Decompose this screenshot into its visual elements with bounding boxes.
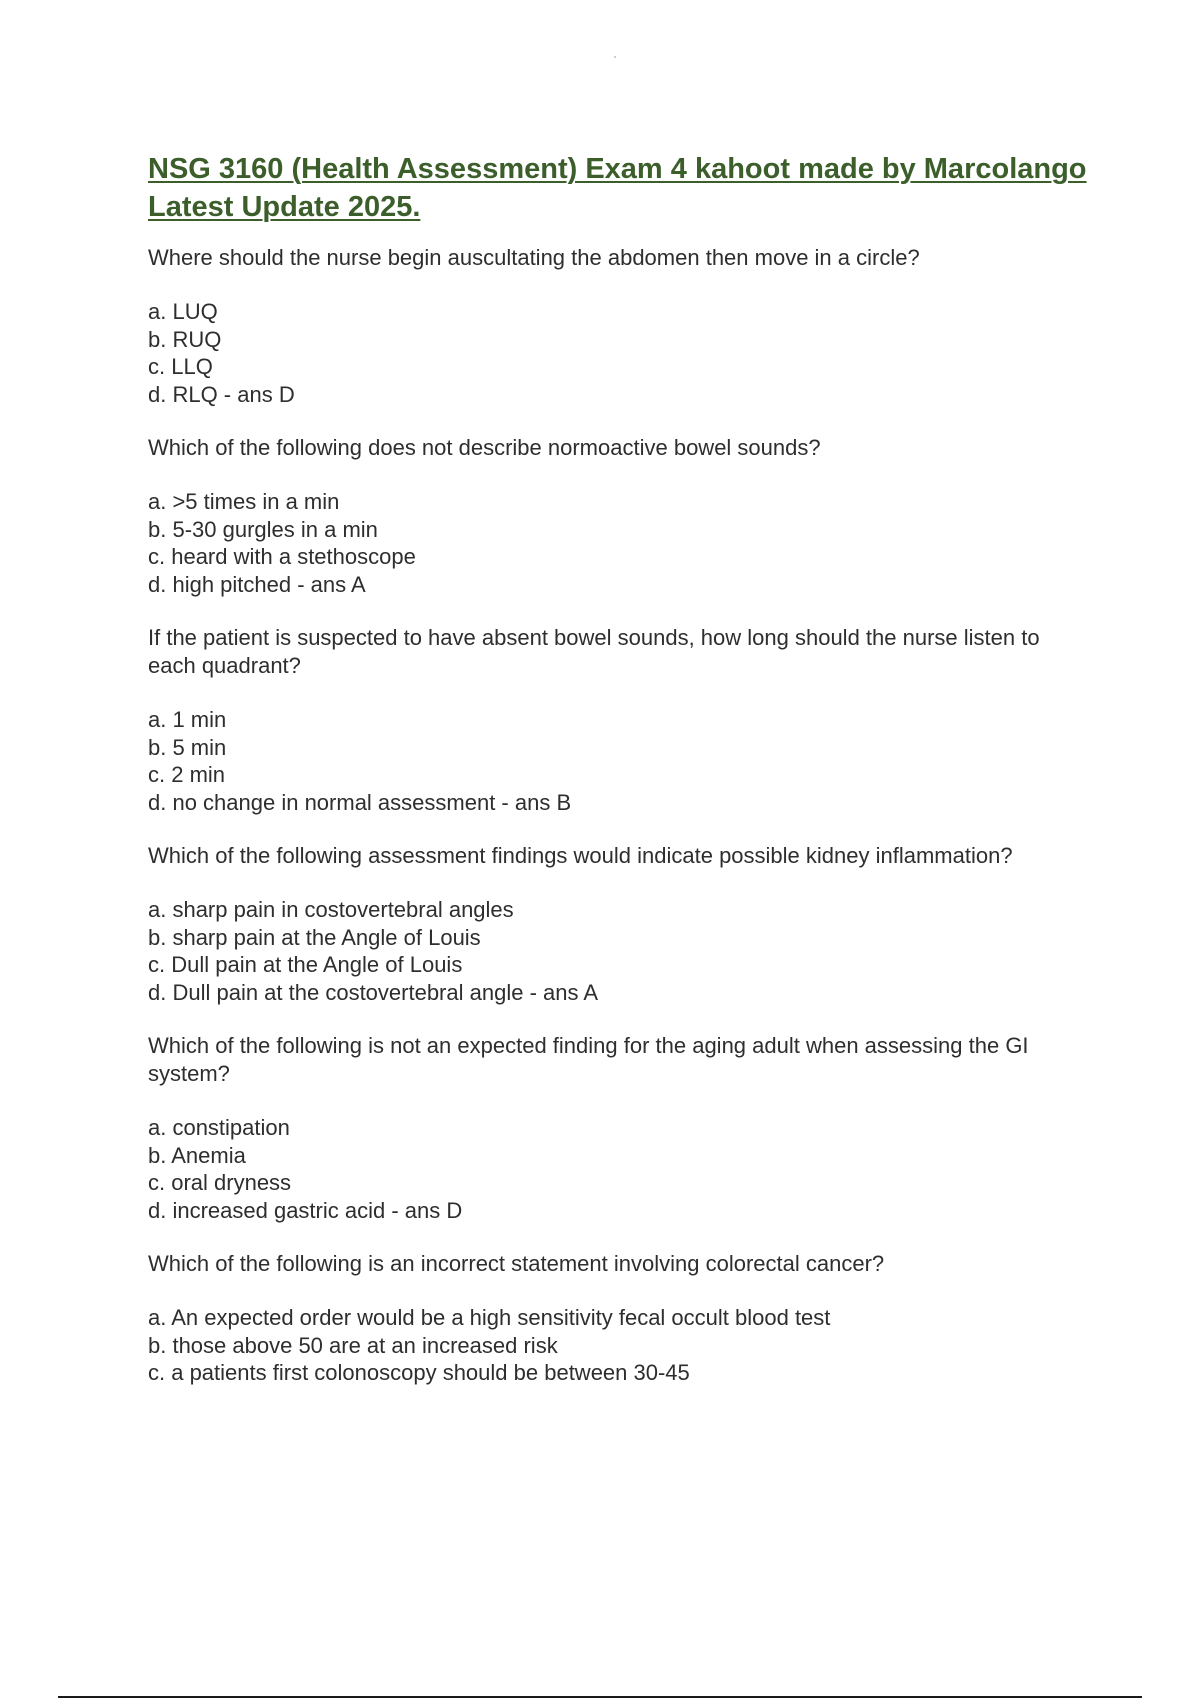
question-block-2: [148, 434, 1088, 598]
option-item: c. 2 min: [148, 762, 226, 787]
option-item: c. heard with a stethoscope: [148, 544, 416, 569]
option-item: a. >5 times in a min: [148, 489, 340, 514]
option-item: a. An expected order would be a high sensitivity fecal occult blood test: [148, 1305, 831, 1330]
option-item: c. Dull pain at the Angle of Louis: [148, 952, 463, 977]
page-mark: [614, 56, 616, 58]
option-item: d. high pitched - ans A: [148, 571, 366, 597]
option-item: a. constipation: [148, 1115, 290, 1140]
option-item: b. Anemia: [148, 1142, 246, 1168]
option-item: c. oral dryness: [148, 1170, 292, 1195]
question-text: Which of the following is an incorrect statement involving colorectal cancer?: [148, 1251, 885, 1276]
page-footer-rule: [58, 1696, 1142, 1698]
question-block-5: [148, 1032, 1088, 1224]
question-text: Which of the following assessment findings would indicate possible kidney inflammation?: [148, 843, 1013, 868]
option-item: d. increased gastric acid - ans D: [148, 1197, 463, 1223]
document-page: [148, 150, 1088, 1413]
answer-options: [148, 298, 1088, 408]
answer-options: [148, 488, 1088, 598]
question-block-1: [148, 244, 1088, 408]
answer-options: [148, 896, 1088, 1006]
question-text: Which of the following is not an expected finding for the aging adult when assessing the GI system?: [148, 1033, 1029, 1086]
option-item: b. those above 50 are at an increased risk: [148, 1332, 558, 1358]
question-block-3: [148, 624, 1088, 816]
answer-options: [148, 1114, 1088, 1224]
option-item: c. a patients first colonoscopy should be between 30-45: [148, 1360, 690, 1385]
option-item: b. 5 min: [148, 734, 227, 760]
option-item: d. Dull pain at the costovertebral angle - ans A: [148, 979, 599, 1005]
question-text: Where should the nurse begin auscultating the abdomen then move in a circle?: [148, 245, 920, 270]
option-item: a. 1 min: [148, 707, 227, 732]
question-text: If the patient is suspected to have absent bowel sounds, how long should the nurse listen to each quadrant?: [148, 625, 1040, 678]
answer-options: [148, 1304, 1088, 1387]
option-item: c. LLQ: [148, 354, 213, 379]
question-text: Which of the following does not describe normoactive bowel sounds?: [148, 435, 821, 460]
option-item: b. 5-30 gurgles in a min: [148, 516, 378, 542]
option-item: d. RLQ - ans D: [148, 381, 295, 407]
option-item: b. RUQ: [148, 326, 222, 352]
option-item: a. sharp pain in costovertebral angles: [148, 897, 514, 922]
option-item: a. LUQ: [148, 299, 218, 324]
question-block-6: [148, 1250, 1088, 1387]
document-title: NSG 3160 (Health Assessment) Exam 4 kahoot made by Marcolango Latest Update 2025.: [148, 153, 1087, 223]
answer-options: [148, 706, 1088, 816]
option-item: b. sharp pain at the Angle of Louis: [148, 924, 481, 950]
option-item: d. no change in normal assessment - ans B: [148, 789, 572, 815]
question-block-4: [148, 842, 1088, 1006]
